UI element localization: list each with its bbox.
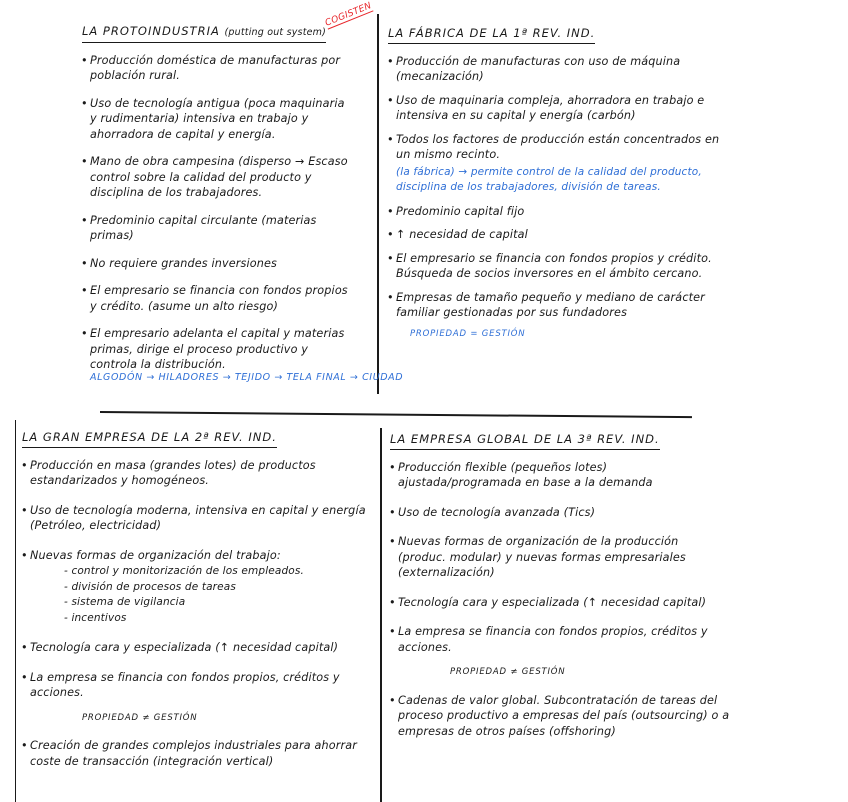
divider-vertical-bottom: [380, 428, 382, 802]
sub-list-item: - división de procesos de tareas: [64, 580, 374, 596]
section-empresa-global: [390, 432, 730, 753]
list-item: • El empresario se financia con fondos propios y crédito. (asume un alto riesgo): [82, 283, 354, 314]
bullet-list: [388, 54, 728, 321]
sub-list: [64, 564, 374, 626]
stamp-note: COGISTEN: [323, 1, 374, 29]
list-item: • Creación de grandes complejos industriales para ahorrar coste de transacción (integración vertical): [22, 738, 374, 769]
list-item: • Predominio capital fijo: [388, 204, 728, 220]
bullet-list-continued: [22, 738, 374, 769]
list-item: • Predominio capital circulante (materias primas): [82, 213, 354, 244]
section-protoindustria: [82, 24, 354, 385]
list-item: • Uso de tecnología antigua (poca maquinaria y rudimentaria) intensiva en trabajo y ahorradora de capital y energía.: [82, 96, 354, 143]
list-item: • Uso de tecnología avanzada (Tics): [390, 505, 730, 521]
ownership-note: PROPIEDAD ≠ GESTIÓN: [450, 667, 566, 677]
list-item: • Mano de obra campesina (disperso → Escaso control sobre la calidad del producto y disciplina de los trabajadores.: [82, 154, 354, 201]
section-title: LA FÁBRICA DE LA 1ª REV. IND.: [388, 26, 595, 44]
list-item: • Empresas de tamaño pequeño y mediano de carácter familiar gestionadas por sus fundadores: [388, 290, 728, 321]
list-item: • Cadenas de valor global. Subcontratación de tareas del proceso productivo a empresas del país (outsourcing) o a empresas de otros países (offshoring): [390, 693, 730, 740]
bullet-list: [22, 458, 374, 701]
section-gran-empresa: [22, 430, 374, 783]
list-item: • Producción flexible (pequeños lotes) ajustada/programada en base a la demanda: [390, 460, 730, 491]
ownership-note: PROPIEDAD ≠ GESTIÓN: [82, 712, 198, 723]
flow-note: ALGODÓN → HILADORES → TEJIDO → TELA FINAL → CIUDAD: [90, 372, 404, 383]
sub-list-item: - incentivos: [64, 611, 374, 627]
title-subtitle: (putting out system): [224, 27, 327, 38]
list-item: • ↑ necesidad de capital: [388, 227, 728, 243]
list-item: • Uso de maquinaria compleja, ahorradora en trabajo e intensiva en su capital y energía (carbón): [388, 93, 728, 124]
section-title: [82, 24, 326, 43]
bullet-list: [82, 53, 354, 373]
list-item: [388, 132, 728, 196]
section-title: LA EMPRESA GLOBAL DE LA 3ª REV. IND.: [390, 432, 660, 450]
list-item: [22, 548, 374, 627]
list-item: • Producción en masa (grandes lotes) de productos estandarizados y homogéneos.: [22, 458, 374, 489]
section-title: LA GRAN EMPRESA DE LA 2ª REV. IND.: [22, 430, 277, 448]
divider-left-edge: [15, 420, 16, 802]
divider-horizontal: [100, 411, 692, 418]
list-item: • La empresa se financia con fondos propios, créditos y acciones.: [22, 670, 374, 701]
list-item: • El empresario se financia con fondos propios y crédito. Búsqueda de socios inversores en el ámbito cercano.: [388, 251, 728, 282]
divider-vertical-top: [377, 14, 379, 394]
section-fabrica: [388, 26, 728, 342]
list-item: • Producción doméstica de manufacturas por población rural.: [82, 53, 354, 84]
annotation-note: (la fábrica) → permite control de la calidad del producto, disciplina de los trabajadores, división de tareas.: [396, 165, 702, 193]
list-item: • No requiere grandes inversiones: [82, 256, 354, 272]
list-item: • Uso de tecnología moderna, intensiva en capital y energía (Petróleo, electricidad): [22, 503, 374, 534]
list-item: • La empresa se financia con fondos propios, créditos y acciones.: [390, 624, 730, 655]
list-item: • Nuevas formas de organización de la producción (produc. modular) y nuevas formas empresariales (externalización): [390, 534, 730, 581]
list-item: • El empresario adelanta el capital y materias primas, dirige el proceso productivo y controla la distribución.: [82, 326, 354, 373]
list-item-text: Nuevas formas de organización del trabajo:: [30, 548, 281, 562]
sub-list-item: - sistema de vigilancia: [64, 595, 374, 611]
list-item: • Tecnología cara y especializada (↑ necesidad capital): [22, 640, 374, 656]
bullet-list-continued: [390, 693, 730, 740]
list-item-text: Todos los factores de producción están concentrados en un mismo recinto.: [396, 132, 720, 161]
list-item: • Producción de manufacturas con uso de máquina (mecanización): [388, 54, 728, 85]
list-item: • Tecnología cara y especializada (↑ necesidad capital): [390, 595, 730, 611]
sub-list-item: - control y monitorización de los empleados.: [64, 564, 374, 580]
bullet-list: [390, 460, 730, 656]
title-text: LA PROTOINDUSTRIA: [82, 24, 220, 38]
ownership-note: PROPIEDAD = GESTIÓN: [410, 328, 526, 339]
